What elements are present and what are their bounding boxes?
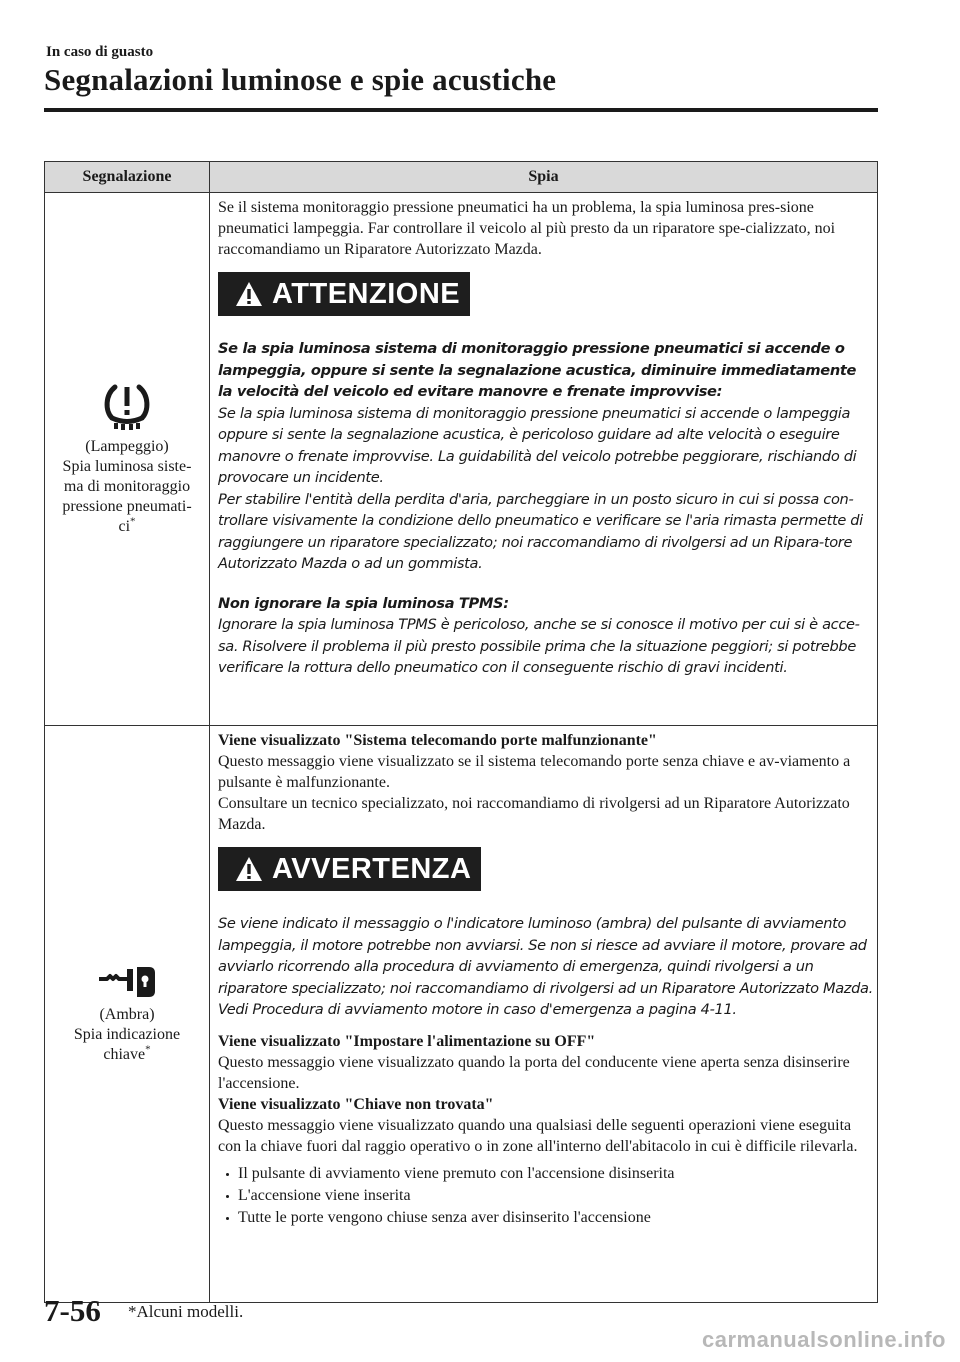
watermark: carmanualsonline.info — [702, 1327, 946, 1352]
warning-text: Per stabilire l'entità della perdita d'aria, parcheggiare in un posto sicuro in cui si possa con-trollare visivamente la condizione dello pneumatico e verificare se l'aria rimasta permette di raggiungere un riparatore specializzato; noi raccomandiamo di rivolgersi ad un Ripara-tore Autorizzato Mazda o ad un gommista. — [218, 490, 863, 572]
signal-line: pressione pneumati- — [62, 498, 192, 515]
tpms-warning-icon — [101, 381, 153, 431]
message-title: Viene visualizzato "Impostare l'alimentazione su OFF" — [218, 1032, 596, 1050]
column-header-light: Spia — [210, 162, 878, 193]
warning-heading: Non ignorare la spia luminosa TPMS: — [218, 594, 509, 612]
signal-line: Spia indicazione — [73, 1026, 181, 1043]
attention-banner — [218, 272, 470, 316]
warning-triangle-icon — [234, 855, 264, 883]
light-description-cell — [210, 726, 878, 1303]
signal-cell — [45, 726, 210, 1303]
list-item: L'accensione viene inserita — [226, 1185, 873, 1207]
warning-lights-table — [44, 161, 878, 1303]
signal-line — [49, 1045, 205, 1065]
page-title: Segnalazioni luminose e spie acustiche — [44, 62, 557, 97]
warning-heading: Se la spia luminosa sistema di monitoraggio pressione pneumatici si accende o lampeggia, oppure si sente la segnalazione acustica, diminuire immediatamente la velocità del veicolo ed evitare manovre e frenate improvvise: — [218, 340, 857, 400]
table-row — [45, 726, 878, 1303]
table-header-row — [45, 162, 878, 193]
signal-line-end: chiave — [103, 1046, 146, 1063]
column-header-signal: Segnalazione — [45, 162, 210, 193]
footnote: *Alcuni modelli. — [128, 1302, 244, 1321]
attention-banner-label: ATTENZIONE — [272, 277, 461, 310]
signal-line: (Lampeggio) — [85, 438, 169, 455]
message-title: Viene visualizzato "Sistema telecomando porte malfunzionante" — [218, 732, 657, 749]
warning-triangle-icon — [234, 280, 264, 308]
signal-line: (Ambra) — [99, 1006, 155, 1023]
footnote-marker: * — [145, 1043, 151, 1056]
caution-reference: Vedi Procedura di avviamento motore in caso d'emergenza a pagina 4-11. — [218, 1001, 737, 1018]
message-title: Viene visualizzato "Chiave non trovata" — [218, 1095, 494, 1113]
list-item: Il pulsante di avviamento viene premuto con l'accensione disinserita — [226, 1163, 873, 1185]
footnote-marker: * — [130, 515, 136, 528]
title-rule — [44, 108, 878, 112]
message-text: Questo messaggio viene visualizzato quando la porta del conducente viene aperta senza disinserire l'accensione. — [218, 1053, 850, 1092]
warning-text: Se la spia luminosa sistema di monitoraggio pressione pneumatici si accende o lampeggia oppure si sente la segnalazione acustica, è pericoloso guidare ad alte velocità o eseguire manovre o frenate improvvise. La guidabilità del veicolo potrebbe peggiorare, rischiando di provocare un incidente. — [218, 404, 857, 486]
signal-line: Spia luminosa siste- — [62, 458, 192, 475]
condition-list — [218, 1163, 873, 1229]
warning-text: Ignorare la spia luminosa TPMS è pericoloso, anche se si conosce il motivo per cui si è acce-sa. Risolvere il problema il più presto possibile prima che la situazione peggiori; si potrebbe verificare la rottura dello pneumatico con il conseguente rischio di gravi incidenti. — [218, 616, 860, 676]
signal-line — [49, 517, 205, 537]
signal-line-end: ci — [118, 518, 131, 535]
caution-text: Se viene indicato il messaggio o l'indicatore luminoso (ambra) del pulsante di avviamento lampeggia, il motore potrebbe non avviarsi. Se non si riesce ad avviare il motore, provare ad avviarlo ricorrendo alla procedura di avviamento di emergenza, quindi rivolgersi a un riparatore specializzato; noi raccomandiamo di rivolgersi ad un Riparatore Autorizzato Mazda. — [218, 915, 873, 997]
key-indicator-icon — [97, 963, 157, 999]
page-number: 7-56 — [44, 1293, 101, 1328]
table-row — [45, 193, 878, 726]
message-text: Consultare un tecnico specializzato, noi raccomandiamo di rivolgersi ad un Riparatore Autorizzato Mazda. — [218, 795, 850, 833]
caution-banner — [218, 847, 481, 891]
section-label: In caso di guasto — [46, 44, 154, 60]
list-item: Tutte le porte vengono chiuse senza aver disinserito l'accensione — [226, 1207, 873, 1229]
signal-line: ma di monitoraggio — [63, 478, 191, 495]
signal-cell — [45, 193, 210, 726]
message-text: Questo messaggio viene visualizzato quando una qualsiasi delle seguenti operazioni viene eseguita con la chiave fuori dal raggio operativo o in zone all'interno dell'abitacolo in cui è difficile rilevarla. — [218, 1116, 858, 1155]
tpms-intro-text: Se il sistema monitoraggio pressione pneumatici ha un problema, la spia luminosa pres-sione pneumatici lampeggia. Far controllare il veicolo al più presto da un riparatore spe-cializzato, noi raccomandiamo un Riparatore Autorizzato Mazda. — [218, 199, 836, 258]
caution-banner-label: AVVERTENZA — [272, 852, 472, 885]
light-description-cell — [210, 193, 878, 726]
message-text: Questo messaggio viene visualizzato se il sistema telecomando porte senza chiave e av-viamento a pulsante è malfunzionante. — [218, 753, 851, 791]
